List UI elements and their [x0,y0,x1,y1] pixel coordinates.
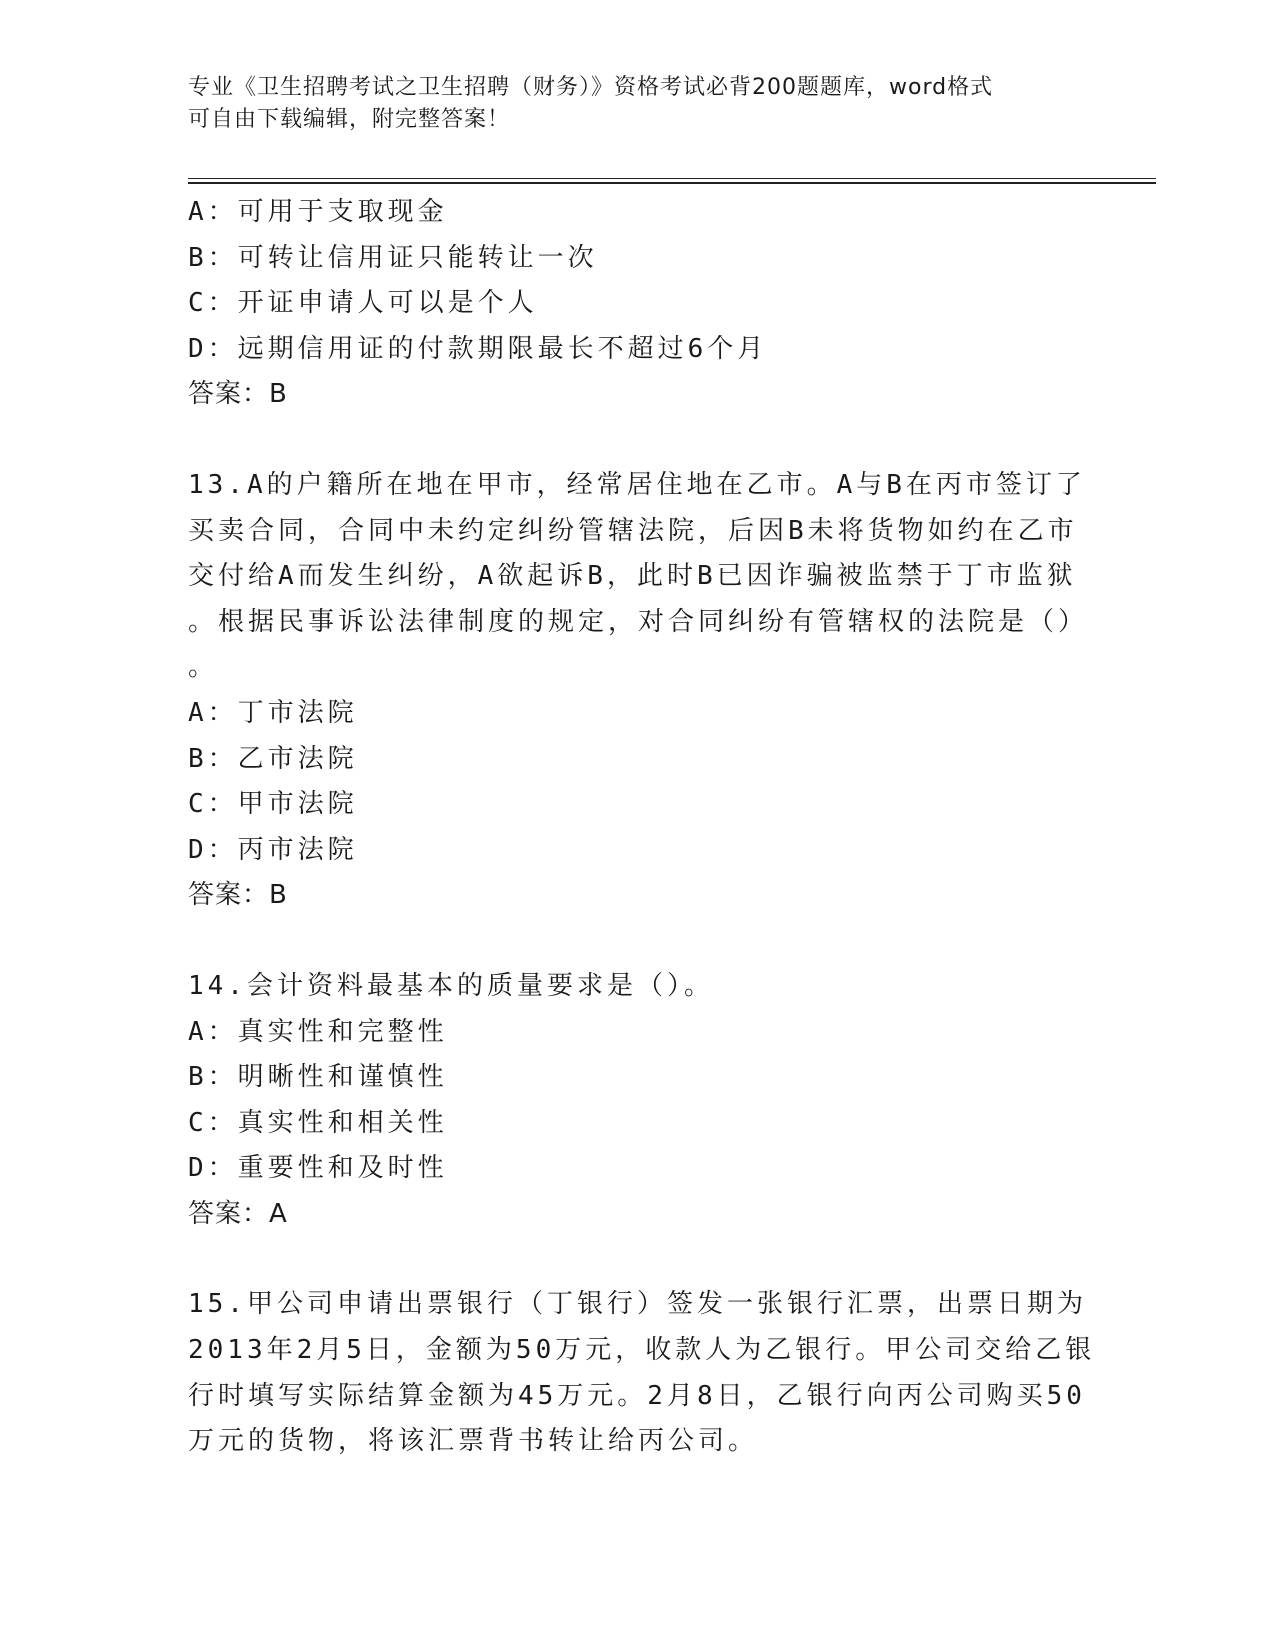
question-stem-line: 交付给A而发生纠纷，A欲起诉B，此时B已因诈骗被监禁于丁市监狱 [188,561,1077,592]
option-b: B：乙市法院 [188,743,358,774]
question-15 [188,1282,1096,1464]
question-spacer [188,418,1088,463]
header-divider-thick [188,182,1156,184]
answer-line: 答案：B [188,880,288,911]
option-c: C：开证申请人可以是个人 [188,288,538,319]
question-list [188,190,1096,1465]
option-a: A：可用于支取现金 [188,197,448,227]
option-c: C：真实性和相关性 [188,1107,448,1138]
option-a: A：丁市法院 [188,697,358,728]
question-stem-line: 。 [188,652,219,683]
header-divider-thin [188,178,1156,179]
option-b: B：明晰性和谨慎性 [188,1062,448,1093]
option-d: D：重要性和及时性 [188,1153,448,1184]
answer-line: 答案：B [188,379,288,410]
option-c: C：甲市法院 [188,789,358,820]
question-stem-line: 15.甲公司申请出票银行（丁银行）签发一张银行汇票，出票日期为 [188,1289,1087,1320]
answer-line: 答案：A [188,1198,288,1229]
question-stem-line: 13.A的户籍所在地在甲市，经常居住地在乙市。A与B在丙市签订了 [188,469,1086,500]
question-stem-line: 行时填写实际结算金额为45万元。2月8日，乙银行向丙公司购买50 [188,1380,1086,1411]
question-stem-line: 2013年2月5日，金额为50万元，收款人为乙银行。甲公司交给乙银 [188,1335,1096,1366]
question-14 [188,964,1088,1238]
option-d: D：丙市法院 [188,834,358,865]
question-stem-line: 买卖合同，合同中未约定纠纷管辖法院，后因B未将货物如约在乙市 [188,515,1078,546]
header-line-2: 可自由下载编辑，附完整答案！ [188,107,511,132]
question-stem-line: 14.会计资料最基本的质量要求是（）。 [188,970,714,1001]
option-b: B：可转让信用证只能转让一次 [188,242,598,273]
question-12 [188,190,1088,418]
option-d: D：远期信用证的付款期限最长不超过6个月 [188,333,768,364]
question-13 [188,463,1088,919]
question-stem-line: 。根据民事诉讼法律制度的规定，对合同纠纷有管辖权的法院是（） [188,606,1089,637]
question-stem-line: 万元的货物，将该汇票背书转让给丙公司。 [188,1426,759,1457]
question-spacer [188,1237,1088,1282]
header-line-1: 专业《卫生招聘考试之卫生招聘（财务）》资格考试必背200题题库，word格式 [188,75,994,100]
document-header [188,72,1088,136]
question-spacer [188,919,1088,964]
option-a: A：真实性和完整性 [188,1016,448,1047]
